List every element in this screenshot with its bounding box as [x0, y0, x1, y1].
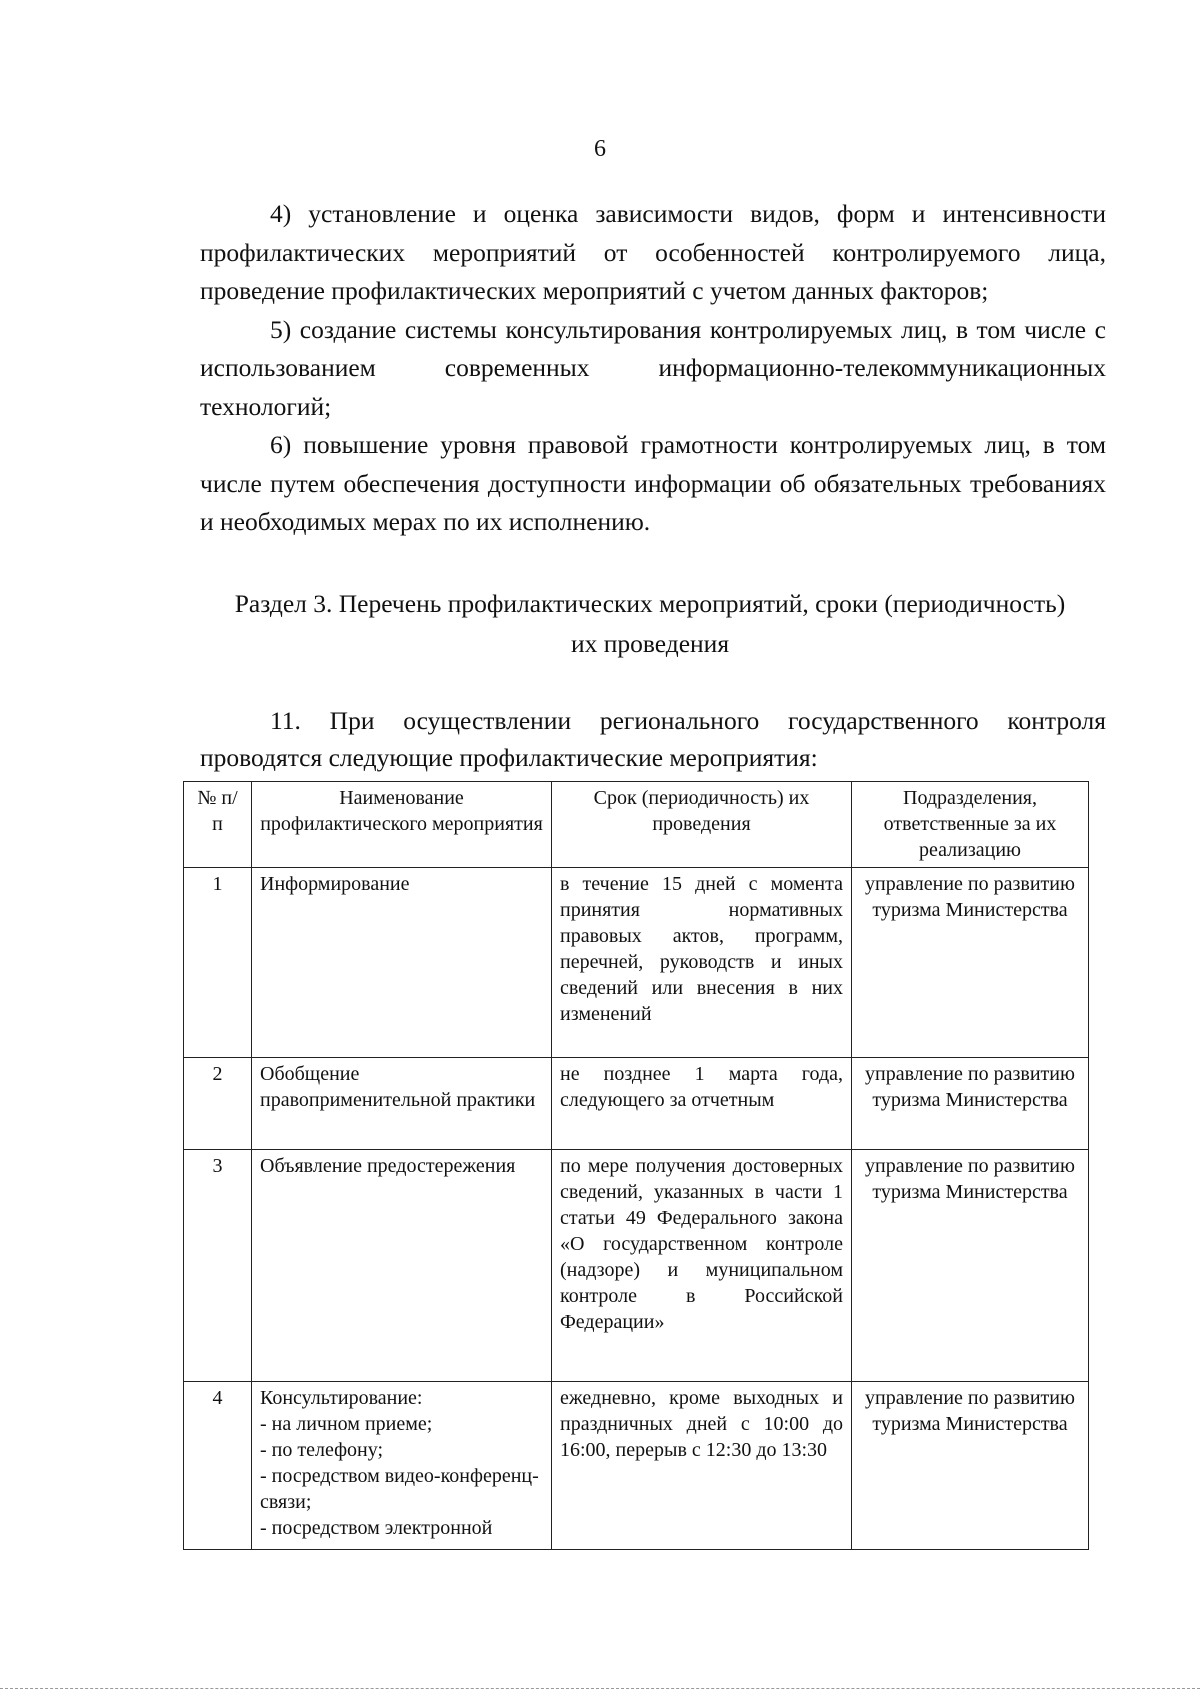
row-name — [252, 1382, 552, 1550]
body-text — [200, 195, 1106, 542]
table-row — [184, 1382, 1089, 1550]
section-heading-line2: их проведения — [570, 629, 730, 658]
paragraph-item-5: 5) создание системы консультирования контролируемых лиц, в том числе с использованием современных информационно-телекоммуникационных технологий; — [200, 314, 1106, 421]
row-name: Объявление предостережения — [252, 1150, 552, 1382]
row-dept: управление по развитию туризма Министерства — [852, 1382, 1089, 1550]
row-num: 3 — [184, 1150, 252, 1382]
row-term: по мере получения достоверных сведений, указанных в части 1 статьи 49 Федерального закона «О государственном контроле (надзоре) и муниципальном контроле в Российской Федерации» — [552, 1150, 852, 1382]
row-name: Информирование — [252, 868, 552, 1058]
row-dept: управление по развитию туризма Министерства — [852, 1150, 1089, 1382]
row-term: в течение 15 дней с момента принятия нормативных правовых актов, программ, перечней, руководств и иных сведений или внесения в них изменений — [552, 868, 852, 1058]
header-name: Наименование профилактического мероприятия — [252, 782, 552, 868]
row-name-item: - посредством видео-конференц-связи; — [260, 1465, 539, 1513]
table-row — [184, 1150, 1089, 1382]
row-term: ежедневно, кроме выходных и праздничных дней с 10:00 до 16:00, перерыв с 12:30 до 13:30 — [552, 1382, 852, 1550]
header-num: № п/п — [184, 782, 252, 868]
paragraph-item-4: 4) установление и оценка зависимости видов, форм и интенсивности профилактических мероприятий от особенностей контролируемого лица, проведение профилактических мероприятий с учетом данных факторов; — [200, 199, 1106, 305]
intro-paragraph — [200, 702, 1106, 776]
table-row — [184, 868, 1089, 1058]
row-name-item: - на личном приеме; — [260, 1413, 433, 1435]
row-name: Обобщение правоприменительной практики — [252, 1058, 552, 1150]
section-heading — [200, 584, 1100, 664]
header-dept: Подразделения, ответственные за их реализацию — [852, 782, 1089, 868]
activities-table — [183, 781, 1089, 1550]
row-name-item: - посредством электронной — [260, 1517, 493, 1539]
row-num: 4 — [184, 1382, 252, 1550]
intro-text: 11. При осуществлении регионального государственного контроля проводятся следующие профилактические мероприятия: — [200, 706, 1106, 772]
paragraph-item-6: 6) повышение уровня правовой грамотности контролируемых лиц, в том числе путем обеспечения доступности информации об обязательных требованиях и необходимых мерах по их исполнению. — [200, 430, 1106, 536]
row-name-item: - по телефону; — [260, 1439, 384, 1461]
table-row — [184, 1058, 1089, 1150]
row-dept: управление по развитию туризма Министерства — [852, 868, 1089, 1058]
header-term: Срок (периодичность) их проведения — [552, 782, 852, 868]
row-term: не позднее 1 марта года, следующего за отчетным — [552, 1058, 852, 1150]
row-dept: управление по развитию туризма Министерства — [852, 1058, 1089, 1150]
section-heading-line1: Раздел 3. Перечень профилактических мероприятий, сроки (периодичность) — [234, 589, 1066, 618]
row-num: 2 — [184, 1058, 252, 1150]
row-num: 1 — [184, 868, 252, 1058]
table-header-row — [184, 782, 1089, 868]
page-number: 6 — [594, 136, 606, 162]
page-bottom-divider — [0, 1688, 1200, 1689]
row-name-title: Консультирование: — [260, 1387, 423, 1409]
